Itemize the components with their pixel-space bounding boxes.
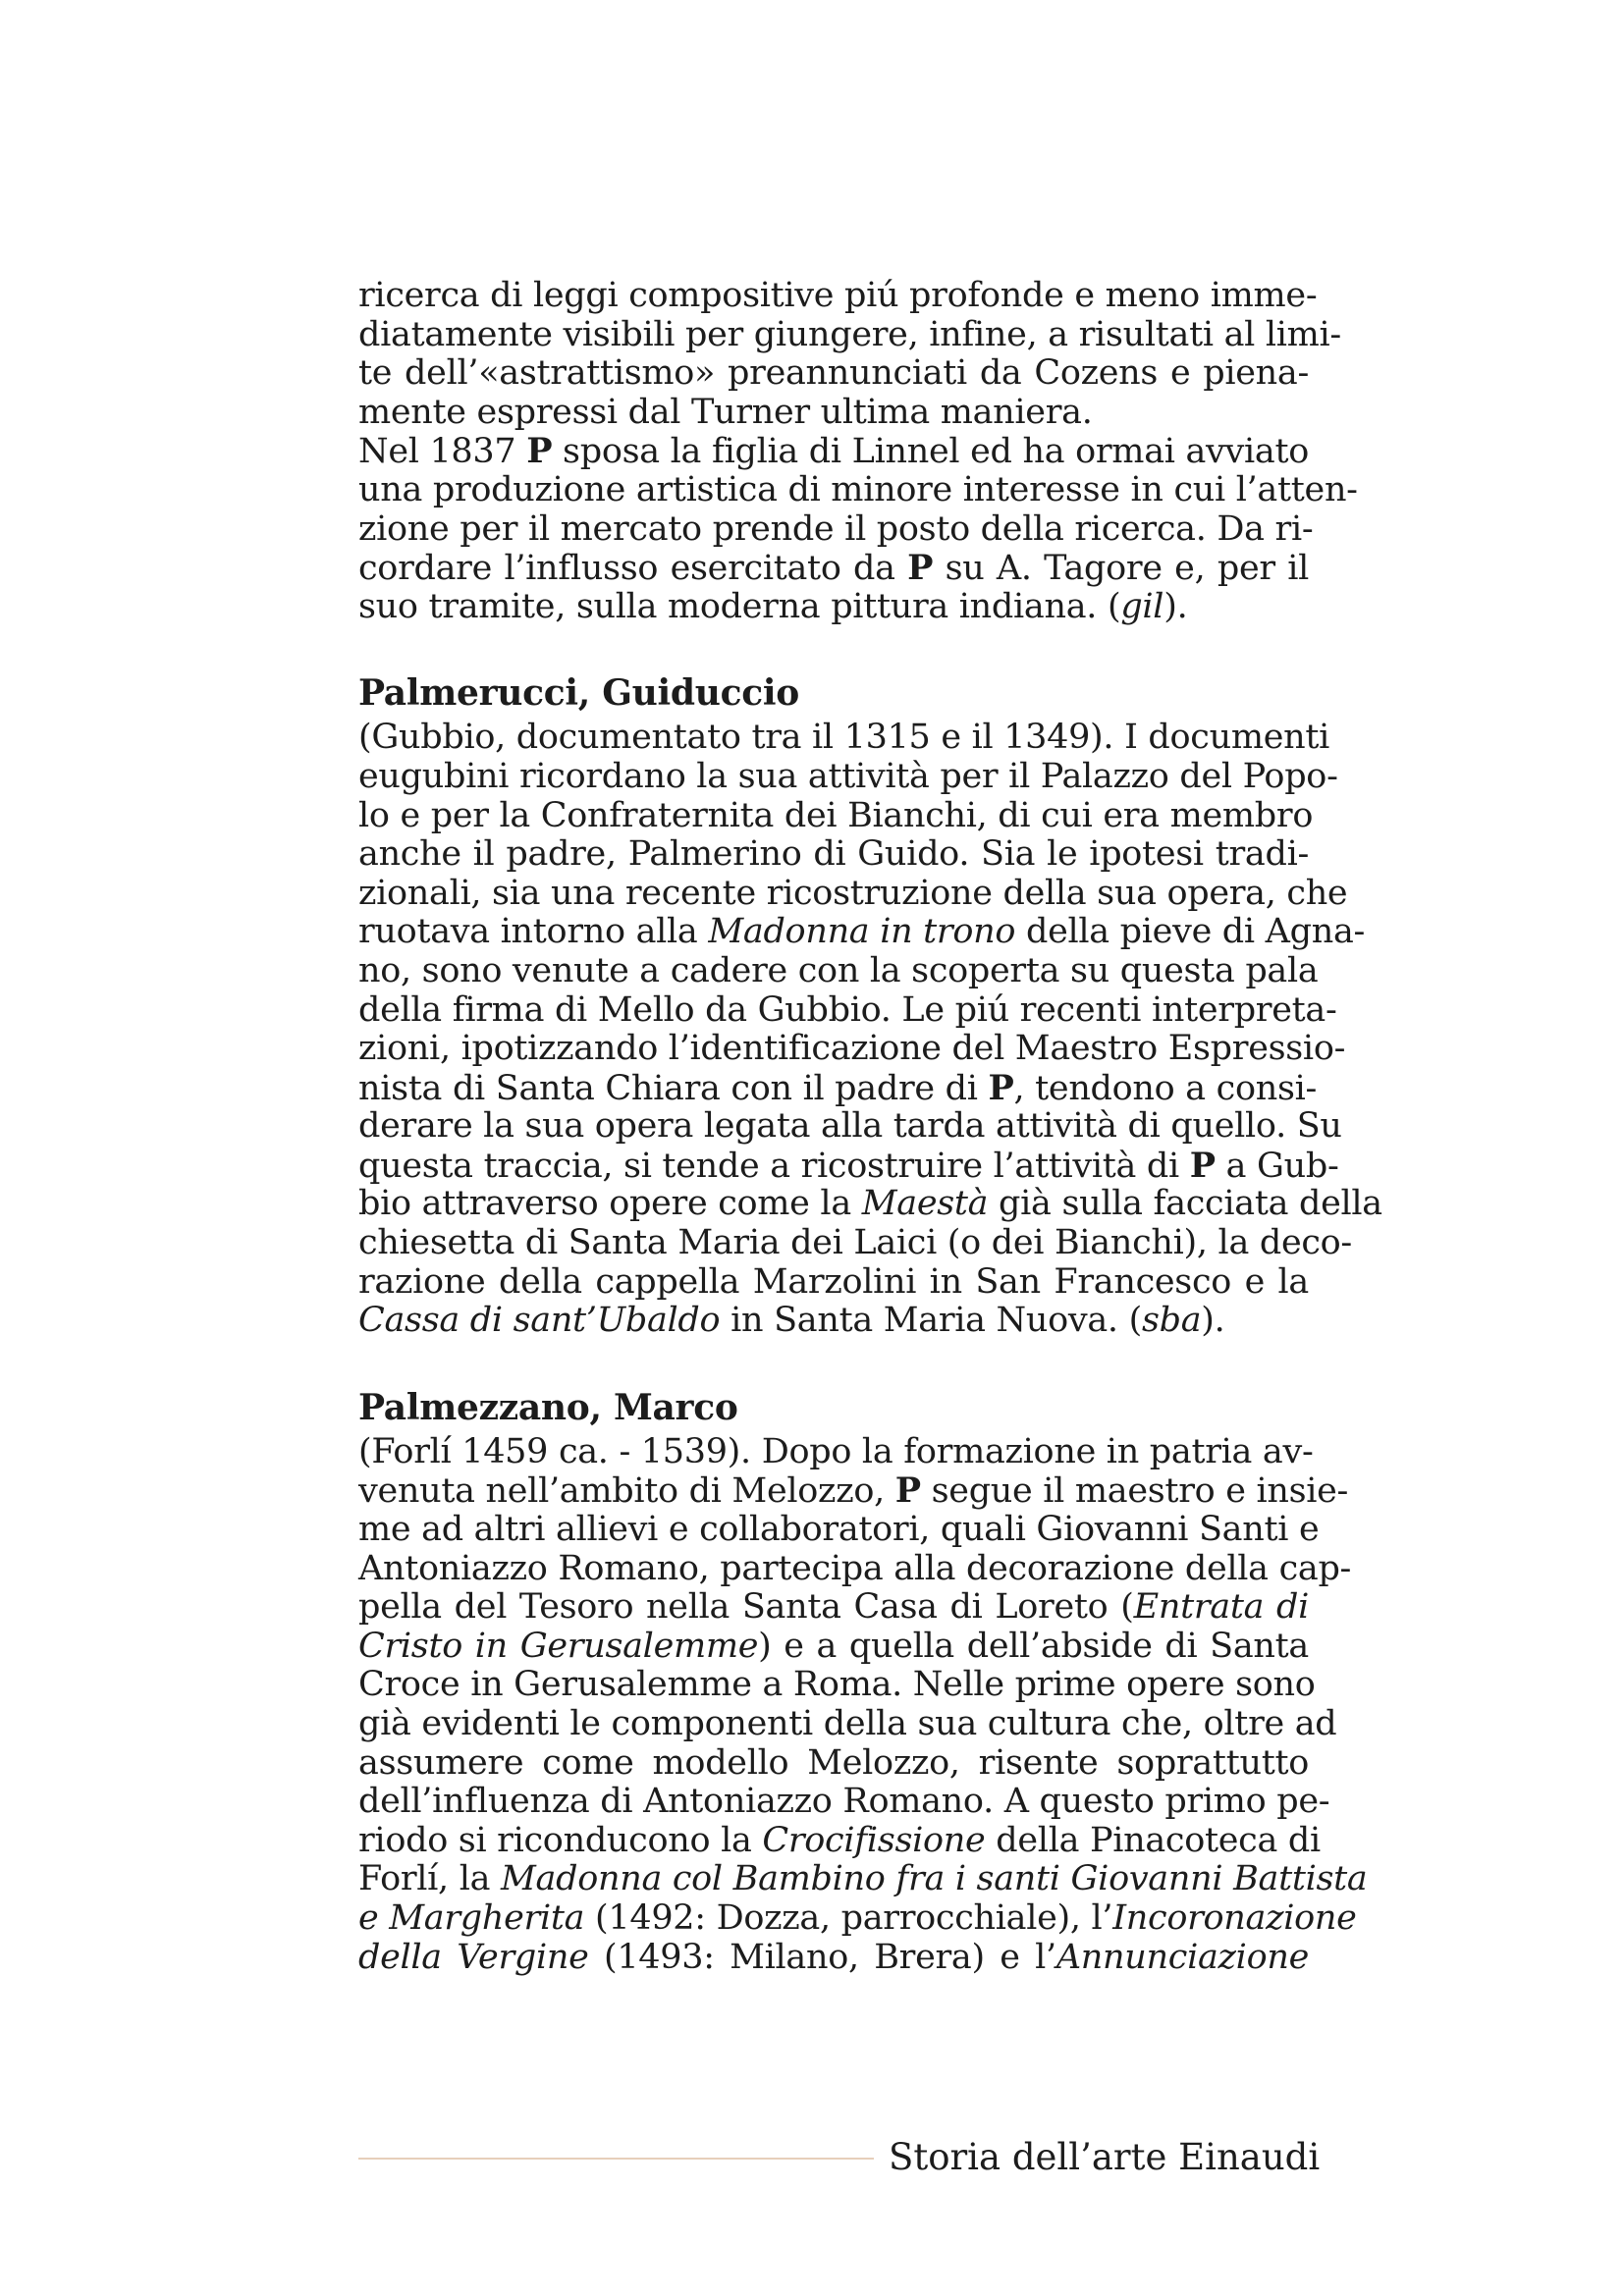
text-line [358, 314, 1341, 355]
text-line [358, 1106, 1342, 1147]
bold-text: P [526, 431, 553, 472]
entry-palmezzano [358, 1386, 1368, 1977]
text-run: te dell’«astrattismo» preannunciati da Cozens e piena- [358, 353, 1309, 394]
text-line [358, 950, 1319, 991]
text-run: mente espressi dal Turner ultima maniera. [358, 392, 1093, 432]
text-run: Forlí, la [358, 1859, 501, 1899]
text-line [358, 1744, 1309, 1784]
text-run: Croce in Gerusalemme a Roma. Nelle prime opere sono [358, 1665, 1316, 1705]
text-run: venuta nell’ambito di Melozzo, [358, 1471, 895, 1512]
text-run: già evidenti le componenti della sua cultura che, oltre ad [358, 1704, 1337, 1743]
text-line [358, 795, 1314, 836]
text-run: Antoniazzo Romano, partecipa alla decorazione della cap- [358, 1548, 1352, 1588]
text-run: ). [1201, 1301, 1225, 1341]
bold-text: P [1189, 1145, 1216, 1186]
text-run: una produzione artistica di minore interesse in cui l’atten- [358, 469, 1358, 509]
text-line [358, 354, 1309, 394]
text-run: no, sono venute a cadere con la scoperta su questa pala [358, 950, 1319, 990]
text-run: zione per il mercato prende il posto della ricerca. Da ri- [358, 508, 1314, 549]
italic-text: Crocifissione [762, 1820, 986, 1860]
text-run: della pieve di Agna- [1015, 912, 1366, 952]
text-line [358, 588, 1309, 627]
entry-body [358, 718, 1382, 1341]
bold-text: P [988, 1067, 1014, 1108]
text-run: ). [1163, 586, 1188, 626]
entry-heading: Palmerucci, Guiduccio [358, 672, 799, 715]
text-run: (1492: Dozza, parrocchiale), l’ [584, 1897, 1113, 1938]
entry-palmerucci [358, 671, 1382, 1341]
text-run: a Gub- [1215, 1146, 1339, 1186]
text-run: ruotava intorno alla [358, 912, 709, 952]
text-run: razione della cappella Marzolini in San Francesco e la [358, 1261, 1309, 1302]
italic-text: Madonna col Bambino fra i santi Giovanni Battista [501, 1859, 1368, 1899]
italic-text: Entrata di [1133, 1587, 1309, 1628]
text-run: Nel 1837 [358, 432, 527, 472]
italic-text: sba [1141, 1301, 1202, 1341]
text-line [358, 718, 1330, 758]
italic-text: e Margherita [358, 1897, 585, 1938]
italic-text: Maestà [861, 1184, 989, 1224]
text-run: diatamente visibili per giungere, infine, a risultati al limi- [358, 314, 1341, 354]
italic-text: gil [1120, 586, 1164, 626]
text-run: (Forlí 1459 ca. - 1539). Dopo la formazione in patria av- [358, 1431, 1314, 1471]
text-line [358, 1263, 1309, 1303]
text-line [358, 756, 1338, 797]
text-line [358, 1184, 1382, 1224]
italic-text: Incoronazione [1112, 1897, 1357, 1938]
text-run: su A. Tagore e, per il [933, 549, 1310, 589]
text-run: cordare l’influsso esercitato da [358, 549, 908, 589]
text-line [358, 1628, 1309, 1667]
text-line [358, 989, 1337, 1031]
text-line [358, 1704, 1337, 1744]
text-run: pella del Tesoro nella Santa Casa di Loreto ( [358, 1587, 1134, 1628]
text-run: segue il maestro e insie- [920, 1471, 1349, 1512]
text-run: già sulla facciata della [988, 1184, 1382, 1224]
text-line [358, 1859, 1368, 1899]
text-run: lo e per la Confraternita dei Bianchi, di cui era membro [358, 795, 1314, 835]
text-line [358, 508, 1314, 550]
italic-text: Cristo in Gerusalemme [358, 1626, 759, 1666]
text-line [358, 1939, 1309, 1978]
text-run: eugubini ricordano la sua attività per il Palazzo del Popo- [358, 756, 1338, 796]
text-run: dell’influenza di Antoniazzo Romano. A questo primo pe- [358, 1782, 1330, 1822]
italic-text: della Vergine [358, 1937, 589, 1977]
text-run: (1493: Milano, Brera) e l’ [588, 1937, 1056, 1977]
text-run: suo tramite, sulla moderna pittura indiana. ( [358, 586, 1121, 626]
text-run: zionali, sia una recente ricostruzione della sua opera, che [358, 873, 1348, 913]
text-line [358, 1665, 1316, 1705]
bold-text: P [894, 1470, 921, 1512]
text-run: della Pinacoteca di [985, 1820, 1321, 1860]
text-run: riodo si riconducono la [358, 1820, 763, 1860]
text-run: zioni, ipotizzando l’identificazione del Maestro Espressio- [358, 1029, 1346, 1069]
text-line [358, 1782, 1330, 1822]
text-line [358, 873, 1348, 914]
text-run: questa traccia, si tende a ricostruire l’attività di [358, 1146, 1190, 1186]
text-line [358, 1470, 1349, 1512]
text-run: (Gubbio, documentato tra il 1315 e il 1349). I documenti [358, 718, 1330, 758]
intro-paragraph [358, 276, 1358, 626]
text-line [358, 1067, 1318, 1108]
text-line [358, 1223, 1352, 1263]
text-line [358, 912, 1366, 952]
text-line [358, 1588, 1309, 1628]
text-run: nista di Santa Chiara con il padre di [358, 1068, 989, 1108]
text-line [358, 1820, 1321, 1861]
text-line [358, 1897, 1357, 1939]
italic-text: Madonna in trono [708, 912, 1016, 952]
text-run: sposa la figlia di Linnel ed ha ormai avviato [552, 432, 1309, 472]
text-line [358, 549, 1309, 588]
text-run: della firma di Mello da Gubbio. Le piú recenti interpreta- [358, 989, 1337, 1030]
text-line [358, 835, 1309, 875]
text-line [358, 394, 1309, 433]
footer-title: Storia dell’arte Einaudi [889, 2136, 1321, 2178]
text-run: ) e a quella dell’abside di Santa [758, 1626, 1309, 1666]
bold-text: P [907, 548, 934, 589]
text-line [358, 1302, 1309, 1341]
italic-text: Cassa di sant’Ubaldo [358, 1301, 721, 1341]
entry-heading: Palmezzano, Marco [358, 1386, 738, 1428]
text-line [358, 1510, 1320, 1550]
text-run: in Santa Maria Nuova. ( [720, 1301, 1142, 1341]
text-line [358, 1145, 1339, 1186]
text-run: assumere come modello Melozzo, risente soprattutto [358, 1742, 1309, 1783]
footer-rule [358, 2158, 874, 2160]
text-line [358, 1431, 1314, 1472]
italic-text: Annunciazione [1055, 1937, 1309, 1977]
text-run: ricerca di leggi compositive piú profonde e meno imme- [358, 276, 1318, 315]
text-run: chiesetta di Santa Maria dei Laici (o dei Bianchi), la deco- [358, 1223, 1352, 1263]
text-line [358, 1029, 1346, 1069]
entry-body [358, 1431, 1368, 1977]
text-line [358, 432, 1309, 471]
text-line [358, 1548, 1352, 1589]
page-text [358, 276, 1382, 1977]
text-run: anche il padre, Palmerino di Guido. Sia le ipotesi tradi- [358, 834, 1309, 875]
text-line [358, 276, 1318, 316]
text-run: me ad altri allievi e collaboratori, quali Giovanni Santi e [358, 1510, 1320, 1550]
text-line [358, 469, 1358, 510]
text-run: , tendono a consi- [1013, 1068, 1318, 1108]
text-run: bio attraverso opere come la [358, 1184, 862, 1224]
text-run: derare la sua opera legata alla tarda attività di quello. Su [358, 1106, 1342, 1147]
